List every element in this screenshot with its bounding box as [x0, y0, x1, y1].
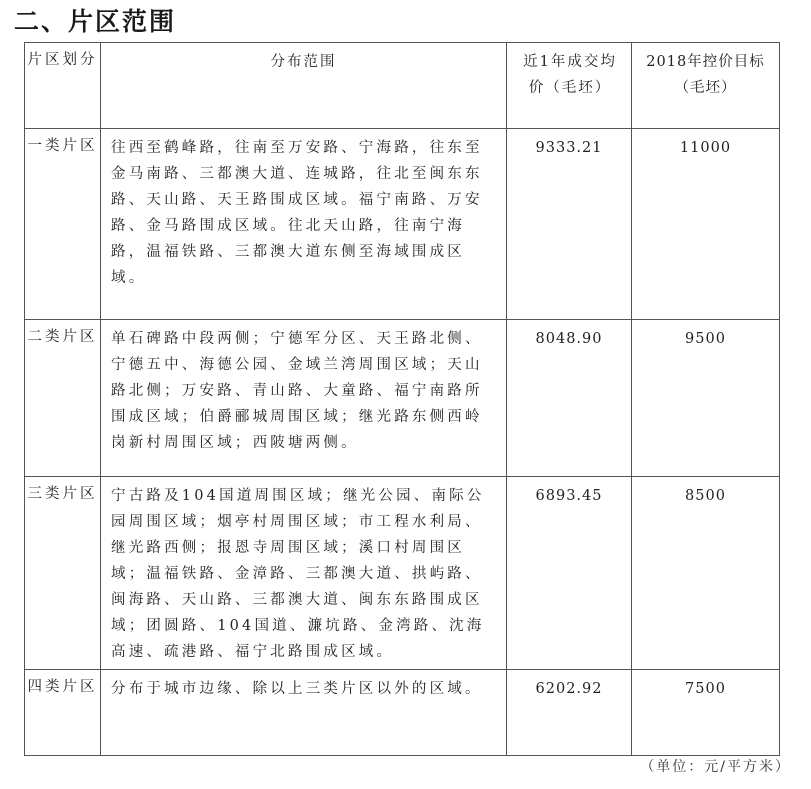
table-header-row — [25, 43, 780, 129]
row-price: 8048.90 — [507, 320, 632, 477]
table-row — [25, 129, 780, 320]
header-range: 分布范围 — [101, 43, 507, 129]
header-target: 2018年控价目标（毛坯） — [632, 43, 780, 129]
table-row — [25, 670, 780, 756]
row-target: 11000 — [632, 129, 780, 320]
unit-note: （单位：元/平方米） — [640, 759, 791, 775]
row-range: 往西至鹤峰路，往南至万安路、宁海路，往东至金马南路、三都澳大道、连城路，往北至闽东东路、天山路、天王路围成区域。福宁南路、万安路、金马路围成区域。往北天山路，往南宁海路，温福铁路、三都澳大道东侧至海域围成区域。 — [101, 129, 507, 320]
row-price: 9333.21 — [507, 129, 632, 320]
section-title: 二、片区范围 — [14, 7, 177, 36]
row-zone: 四类片区 — [25, 670, 101, 756]
row-price: 6202.92 — [507, 670, 632, 756]
row-zone: 三类片区 — [25, 477, 101, 670]
row-zone: 一类片区 — [25, 129, 101, 320]
row-target: 7500 — [632, 670, 780, 756]
row-target: 8500 — [632, 477, 780, 670]
header-zone: 片区划分 — [25, 43, 101, 129]
zone-table — [24, 42, 780, 756]
row-range: 单石碑路中段两侧；宁德军分区、天王路北侧、宁德五中、海德公园、金域兰湾周围区域；天山路北侧；万安路、青山路、大童路、福宁南路所围成区域；伯爵郦城周围区域；继光路东侧西岭岗新村周围区域；西陂塘两侧。 — [101, 320, 507, 477]
row-target: 9500 — [632, 320, 780, 477]
row-range: 宁古路及104国道周围区域；继光公园、南际公园周围区域；烟亭村周围区域；市工程水利局、继光路西侧；报恩寺周围区域；溪口村周围区域；温福铁路、金漳路、三都澳大道、拱屿路、闽海路、天山路、三都澳大道、闽东东路围成区域；团圆路、104国道、濂坑路、金湾路、沈海高速、疏港路、福宁北路围成区域。 — [101, 477, 507, 670]
row-zone: 二类片区 — [25, 320, 101, 477]
row-range: 分布于城市边缘、除以上三类片区以外的区域。 — [101, 670, 507, 756]
table-row — [25, 320, 780, 477]
table-row — [25, 477, 780, 670]
header-price: 近1年成交均价（毛坯） — [507, 43, 632, 129]
row-price: 6893.45 — [507, 477, 632, 670]
